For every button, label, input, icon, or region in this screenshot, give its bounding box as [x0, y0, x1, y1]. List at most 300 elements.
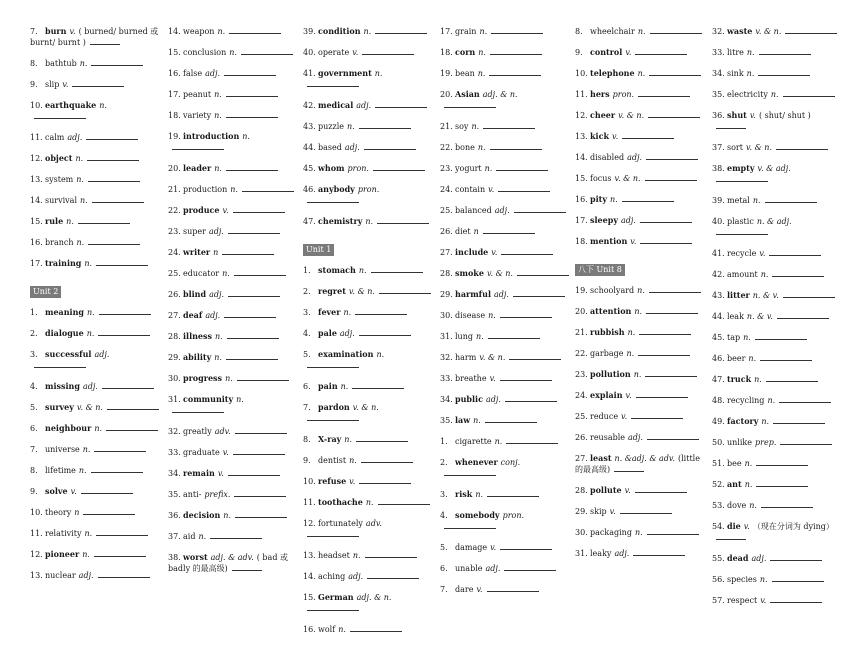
- answer-blank[interactable]: [776, 142, 828, 150]
- part-of-speech: pron.: [357, 185, 380, 194]
- part-of-speech: v.: [743, 522, 750, 531]
- answer-blank[interactable]: [224, 310, 276, 318]
- answer-blank[interactable]: [490, 142, 542, 150]
- answer-blank[interactable]: [226, 110, 278, 118]
- column-5: [575, 26, 705, 569]
- entry-word: risk: [455, 489, 473, 499]
- answer-blank[interactable]: [622, 194, 674, 202]
- answer-blank[interactable]: [226, 352, 278, 360]
- entry-word: breathe: [455, 374, 487, 383]
- vocab-entry: [30, 153, 160, 164]
- entry-word: harm: [455, 353, 477, 362]
- vocab-entry: [30, 549, 160, 560]
- entry-number: 4.: [30, 382, 38, 391]
- entry-word: rule: [45, 216, 64, 226]
- vocab-entry: [440, 226, 570, 237]
- answer-blank[interactable]: [633, 548, 685, 556]
- part-of-speech: v.: [476, 585, 483, 594]
- entry-word: smoke: [455, 268, 484, 278]
- answer-blank[interactable]: [229, 26, 281, 34]
- answer-blank[interactable]: [87, 153, 139, 161]
- answer-blank[interactable]: [772, 574, 824, 582]
- entry-number: 16.: [168, 69, 181, 78]
- entry-number: 47.: [712, 375, 725, 384]
- entry-word: chemistry: [318, 216, 363, 226]
- answer-blank[interactable]: [235, 510, 287, 518]
- vocab-entry: [303, 571, 433, 582]
- part-of-speech: v.: [69, 27, 76, 36]
- entry-number: 14.: [303, 572, 316, 581]
- entry-word: blind: [183, 289, 207, 299]
- answer-blank[interactable]: [769, 248, 821, 256]
- answer-blank[interactable]: [759, 47, 811, 55]
- entry-number: 19.: [575, 286, 588, 295]
- answer-blank[interactable]: [359, 328, 411, 336]
- entry-number: 11.: [30, 529, 43, 538]
- entry-number: 32.: [168, 427, 181, 436]
- entry-word: pardon: [318, 402, 350, 412]
- entry-word: universe: [45, 445, 80, 454]
- entry-number: 2.: [440, 458, 448, 467]
- part-of-speech: n.: [223, 511, 231, 520]
- entry-word: ability: [183, 352, 212, 362]
- vocab-entry: [30, 237, 160, 248]
- entry-word: diet: [455, 227, 471, 236]
- entry-number: 23.: [168, 227, 181, 236]
- answer-blank[interactable]: [242, 184, 294, 192]
- entry-word: ant: [727, 479, 742, 489]
- entry-number: 6.: [440, 564, 448, 573]
- answer-blank[interactable]: [444, 521, 496, 529]
- part-of-speech: v.: [621, 412, 628, 421]
- part-of-speech: prep.: [755, 438, 777, 447]
- vocab-entry: [303, 402, 433, 424]
- answer-blank[interactable]: [228, 226, 280, 234]
- entry-number: 55.: [712, 554, 725, 563]
- entry-word: meaning: [45, 307, 85, 317]
- answer-blank[interactable]: [716, 532, 746, 540]
- answer-blank[interactable]: [235, 426, 287, 434]
- vocab-entry: [712, 311, 842, 322]
- part-of-speech: n.: [94, 424, 103, 433]
- answer-blank[interactable]: [489, 68, 541, 76]
- entry-number: 24.: [575, 391, 588, 400]
- answer-blank[interactable]: [210, 531, 262, 539]
- entry-number: 8.: [30, 466, 38, 475]
- answer-blank[interactable]: [99, 307, 151, 315]
- part-of-speech: v.: [70, 487, 77, 496]
- part-of-speech: adj.: [67, 133, 83, 142]
- answer-blank[interactable]: [91, 58, 143, 66]
- answer-blank[interactable]: [783, 290, 835, 298]
- answer-blank[interactable]: [483, 121, 535, 129]
- answer-blank[interactable]: [34, 111, 86, 119]
- vocab-entry: [575, 152, 705, 163]
- answer-blank[interactable]: [355, 307, 407, 315]
- answer-blank[interactable]: [622, 131, 674, 139]
- answer-blank[interactable]: [307, 529, 359, 537]
- answer-blank[interactable]: [773, 416, 825, 424]
- answer-blank[interactable]: [98, 328, 150, 336]
- answer-blank[interactable]: [646, 152, 698, 160]
- answer-blank[interactable]: [232, 563, 262, 571]
- vocab-entry: [168, 184, 298, 195]
- entry-word: plastic: [727, 217, 754, 226]
- answer-blank[interactable]: [765, 195, 817, 203]
- vocab-entry: [303, 163, 433, 174]
- vocab-entry: [575, 485, 705, 496]
- part-of-speech: v.: [222, 206, 229, 215]
- part-of-speech: n.: [363, 27, 372, 36]
- part-of-speech: adj. & adv.: [210, 553, 254, 562]
- part-of-speech: n.: [634, 528, 643, 537]
- part-of-speech: v. & n.: [76, 403, 103, 412]
- answer-blank[interactable]: [501, 247, 553, 255]
- answer-blank[interactable]: [487, 489, 539, 497]
- vocab-entry: [575, 306, 705, 317]
- entry-number: 25.: [440, 206, 453, 215]
- answer-blank[interactable]: [761, 500, 813, 508]
- answer-blank[interactable]: [760, 353, 812, 361]
- answer-blank[interactable]: [770, 553, 822, 561]
- answer-blank[interactable]: [772, 269, 824, 277]
- answer-blank[interactable]: [650, 26, 702, 34]
- answer-blank[interactable]: [228, 468, 280, 476]
- answer-blank[interactable]: [307, 79, 359, 87]
- entry-number: 15.: [168, 48, 181, 57]
- answer-blank[interactable]: [172, 142, 224, 150]
- answer-blank[interactable]: [636, 390, 688, 398]
- answer-blank[interactable]: [233, 205, 285, 213]
- part-of-speech: v.: [352, 48, 359, 57]
- answer-blank[interactable]: [234, 489, 286, 497]
- entry-word: die: [727, 521, 741, 531]
- answer-blank[interactable]: [359, 476, 411, 484]
- answer-blank[interactable]: [490, 47, 542, 55]
- answer-blank[interactable]: [78, 216, 130, 224]
- answer-blank[interactable]: [785, 26, 837, 34]
- answer-blank[interactable]: [226, 89, 278, 97]
- vocab-entry: [168, 531, 298, 542]
- part-of-speech: adj.: [751, 554, 767, 563]
- entry-word: disease: [455, 311, 486, 320]
- answer-blank[interactable]: [716, 227, 768, 235]
- vocab-entry: [440, 163, 570, 174]
- answer-blank[interactable]: [362, 47, 414, 55]
- answer-blank[interactable]: [307, 195, 359, 203]
- answer-blank[interactable]: [88, 237, 140, 245]
- entry-number: 51.: [712, 459, 725, 468]
- answer-blank[interactable]: [645, 369, 697, 377]
- entry-word: balanced: [455, 206, 492, 215]
- entry-word: kick: [590, 131, 609, 141]
- answer-blank[interactable]: [640, 215, 692, 223]
- answer-blank[interactable]: [94, 549, 146, 557]
- answer-blank[interactable]: [780, 437, 832, 445]
- answer-blank[interactable]: [646, 306, 698, 314]
- part-of-speech: adj.: [627, 153, 643, 162]
- answer-blank[interactable]: [638, 89, 690, 97]
- vocab-entry: [440, 563, 570, 574]
- entry-word: based: [318, 143, 342, 152]
- answer-blank[interactable]: [487, 584, 539, 592]
- answer-blank[interactable]: [716, 174, 768, 182]
- answer-blank[interactable]: [509, 352, 561, 360]
- answer-blank[interactable]: [307, 603, 359, 611]
- vocab-entry: [440, 310, 570, 321]
- answer-blank[interactable]: [361, 455, 413, 463]
- vocab-entry: [303, 328, 433, 339]
- part-of-speech: adv.: [365, 519, 382, 528]
- answer-blank[interactable]: [648, 110, 700, 118]
- answer-blank[interactable]: [237, 373, 289, 381]
- answer-blank[interactable]: [98, 570, 150, 578]
- answer-blank[interactable]: [500, 373, 552, 381]
- vocab-entry: [712, 142, 842, 153]
- vocab-entry: [30, 58, 160, 69]
- entry-word: litter: [727, 290, 750, 300]
- answer-blank[interactable]: [96, 258, 148, 266]
- answer-blank[interactable]: [375, 26, 427, 34]
- part-of-speech: n: [74, 508, 80, 517]
- answer-blank[interactable]: [444, 468, 496, 476]
- answer-blank[interactable]: [505, 394, 557, 402]
- answer-blank[interactable]: [783, 89, 835, 97]
- answer-blank[interactable]: [107, 402, 159, 410]
- entry-number: 10.: [575, 69, 588, 78]
- entry-word: German: [318, 592, 354, 602]
- entry-number: 7.: [303, 403, 311, 412]
- vocab-entry: [168, 331, 298, 342]
- answer-blank[interactable]: [483, 226, 535, 234]
- answer-blank[interactable]: [72, 79, 124, 87]
- answer-blank[interactable]: [352, 381, 404, 389]
- entry-word: litre: [727, 48, 744, 57]
- entry-word: medical: [318, 100, 354, 110]
- entry-number: 18.: [440, 48, 453, 57]
- answer-blank[interactable]: [356, 434, 408, 442]
- entry-word: leader: [183, 163, 212, 173]
- answer-blank[interactable]: [635, 485, 687, 493]
- entry-number: 18.: [168, 111, 181, 120]
- vocab-entry: [168, 310, 298, 321]
- answer-blank[interactable]: [770, 595, 822, 603]
- entry-word: hers: [590, 89, 610, 99]
- entry-number: 14.: [168, 27, 181, 36]
- vocab-entry: [30, 444, 160, 455]
- answer-blank[interactable]: [716, 121, 746, 129]
- vocab-entry: [712, 332, 842, 343]
- answer-blank[interactable]: [498, 184, 550, 192]
- answer-blank[interactable]: [777, 311, 829, 319]
- part-of-speech: pron.: [347, 164, 369, 173]
- answer-blank[interactable]: [779, 395, 831, 403]
- vocab-entry: [575, 327, 705, 338]
- answer-blank[interactable]: [635, 47, 687, 55]
- answer-blank[interactable]: [228, 289, 280, 297]
- vocab-entry: [168, 289, 298, 300]
- answer-blank[interactable]: [90, 37, 120, 45]
- form-note: (little 的最高级): [575, 454, 700, 474]
- answer-blank[interactable]: [307, 413, 359, 421]
- entry-word: electricity: [727, 90, 768, 99]
- answer-blank[interactable]: [307, 360, 359, 368]
- answer-blank[interactable]: [640, 236, 692, 244]
- answer-blank[interactable]: [375, 100, 427, 108]
- entry-word: pain: [318, 381, 338, 391]
- answer-blank[interactable]: [756, 458, 808, 466]
- answer-blank[interactable]: [86, 132, 138, 140]
- answer-blank[interactable]: [88, 174, 140, 182]
- answer-blank[interactable]: [83, 507, 135, 515]
- answer-blank[interactable]: [364, 142, 416, 150]
- entry-number: 57.: [712, 596, 725, 605]
- answer-blank[interactable]: [378, 497, 430, 505]
- entry-word: government: [318, 68, 372, 78]
- answer-blank[interactable]: [234, 268, 286, 276]
- answer-blank[interactable]: [106, 423, 158, 431]
- vocab-entry: [440, 247, 570, 258]
- vocab-entry: [575, 548, 705, 559]
- entry-number: 40.: [303, 48, 316, 57]
- answer-blank[interactable]: [94, 444, 146, 452]
- entry-number: 30.: [168, 374, 181, 383]
- answer-blank[interactable]: [758, 68, 810, 76]
- answer-blank[interactable]: [488, 331, 540, 339]
- part-of-speech: adj.: [493, 290, 509, 299]
- part-of-speech: adj.: [94, 350, 110, 359]
- answer-blank[interactable]: [755, 332, 807, 340]
- answer-blank[interactable]: [96, 528, 148, 536]
- entry-number: 16.: [30, 238, 43, 247]
- answer-blank[interactable]: [34, 360, 86, 368]
- entry-number: 39.: [712, 196, 725, 205]
- answer-blank[interactable]: [500, 310, 552, 318]
- entry-number: 10.: [30, 508, 43, 517]
- entry-number: 11.: [30, 133, 43, 142]
- vocab-entry: [168, 163, 298, 174]
- answer-blank[interactable]: [756, 479, 808, 487]
- vocab-entry: [440, 542, 570, 553]
- entry-number: 5.: [30, 403, 38, 412]
- vocab-entry: [30, 307, 160, 318]
- entry-number: 1.: [440, 437, 448, 446]
- answer-blank[interactable]: [91, 465, 143, 473]
- answer-blank[interactable]: [172, 405, 224, 413]
- answer-blank[interactable]: [222, 247, 274, 255]
- answer-blank[interactable]: [81, 486, 133, 494]
- answer-blank[interactable]: [517, 268, 569, 276]
- answer-blank[interactable]: [506, 436, 558, 444]
- answer-blank[interactable]: [373, 163, 425, 171]
- entry-word: dare: [455, 585, 474, 594]
- vocab-entry: [303, 265, 433, 276]
- part-of-speech: adj.: [344, 143, 360, 152]
- answer-blank[interactable]: [379, 286, 431, 294]
- answer-blank[interactable]: [241, 47, 293, 55]
- unit-heading: 八下 Unit 8: [575, 264, 625, 276]
- answer-blank[interactable]: [359, 121, 411, 129]
- vocab-entry: [30, 423, 160, 434]
- entry-number: 28.: [168, 332, 181, 341]
- part-of-speech: n.: [637, 286, 645, 295]
- answer-blank[interactable]: [649, 68, 701, 76]
- answer-blank[interactable]: [92, 195, 144, 203]
- entry-number: 3.: [440, 490, 448, 499]
- entry-word: aching: [318, 572, 346, 581]
- answer-blank[interactable]: [224, 68, 276, 76]
- answer-blank[interactable]: [647, 527, 699, 535]
- part-of-speech: n. & v.: [752, 291, 779, 300]
- entry-word: regret: [318, 286, 346, 296]
- part-of-speech: adj.: [494, 206, 510, 215]
- entry-word: species: [727, 575, 757, 584]
- answer-blank[interactable]: [491, 26, 543, 34]
- entry-number: 26.: [575, 433, 588, 442]
- part-of-speech: n.: [80, 196, 88, 205]
- answer-blank[interactable]: [365, 550, 417, 558]
- answer-blank[interactable]: [649, 285, 701, 293]
- vocab-entry: [712, 553, 842, 564]
- answer-blank[interactable]: [639, 327, 691, 335]
- answer-blank[interactable]: [513, 289, 565, 297]
- part-of-speech: adj. & n.: [356, 593, 392, 602]
- entry-word: progress: [183, 373, 223, 383]
- answer-blank[interactable]: [631, 411, 683, 419]
- vocab-entry: [712, 500, 842, 511]
- part-of-speech: n.: [222, 269, 230, 278]
- entry-word: law: [455, 415, 471, 425]
- part-of-speech: n.: [229, 48, 237, 57]
- answer-blank[interactable]: [504, 563, 556, 571]
- answer-blank[interactable]: [226, 163, 278, 171]
- entry-number: 10.: [30, 101, 43, 110]
- entry-word: truck: [727, 374, 752, 384]
- answer-blank[interactable]: [227, 331, 279, 339]
- answer-blank[interactable]: [485, 415, 537, 423]
- entry-number: 15.: [303, 593, 316, 602]
- answer-blank[interactable]: [371, 265, 423, 273]
- answer-blank[interactable]: [233, 447, 285, 455]
- entry-number: 19.: [440, 69, 453, 78]
- answer-blank[interactable]: [350, 624, 402, 632]
- answer-blank[interactable]: [444, 100, 496, 108]
- answer-blank[interactable]: [496, 163, 548, 171]
- part-of-speech: v. & n.: [479, 353, 506, 362]
- part-of-speech: n.: [749, 501, 757, 510]
- vocab-entry: [303, 434, 433, 445]
- vocab-entry: [168, 47, 298, 58]
- answer-blank[interactable]: [620, 506, 672, 514]
- answer-blank[interactable]: [645, 173, 697, 181]
- answer-blank[interactable]: [766, 374, 818, 382]
- answer-blank[interactable]: [647, 432, 699, 440]
- answer-blank[interactable]: [377, 216, 429, 224]
- entry-word: corn: [455, 47, 476, 57]
- answer-blank[interactable]: [367, 571, 419, 579]
- entry-word: beer: [727, 354, 746, 363]
- entry-word: reusable: [590, 433, 625, 442]
- answer-blank[interactable]: [514, 205, 566, 213]
- answer-blank[interactable]: [102, 381, 154, 389]
- part-of-speech: n.: [473, 416, 481, 425]
- vocab-entry: [30, 26, 160, 48]
- entry-word: condition: [318, 26, 361, 36]
- answer-blank[interactable]: [614, 464, 644, 472]
- answer-blank[interactable]: [500, 542, 552, 550]
- answer-blank[interactable]: [638, 348, 690, 356]
- entry-word: missing: [45, 381, 80, 391]
